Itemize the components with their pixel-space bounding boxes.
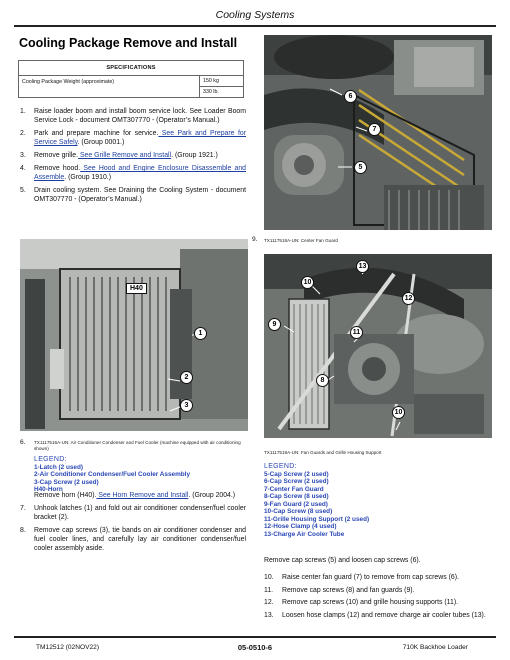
- figure-caption: TX1117519A-UN: Fan Guards and Grille Housing Support: [264, 450, 382, 455]
- step-text: Raise loader boom and install boom service lock. See Loader Boom Service Lock - document OMT307770 - (Operator’s Manual.): [34, 108, 246, 124]
- step-text: Raise center fan guard (7) to remove from cap screws (6).: [282, 574, 459, 581]
- specifications-heading: SPECIFICATIONS: [19, 61, 243, 76]
- steps-list-top: [20, 107, 246, 208]
- step-text: Remove cap screws (5) and loosen cap screws (6).: [264, 557, 421, 564]
- figure-number: 9.: [252, 236, 258, 243]
- step-number: 4.: [20, 165, 26, 172]
- step-number: 3.: [20, 152, 26, 159]
- step-text: Remove cap screws (10) and grille housing supports (11).: [282, 599, 459, 606]
- step-text: Remove cap screws (3), tie bands on air conditioner condenser and fuel cooler lines, and carefully lay air conditioner condenser/fuel cooler assembly aside.: [34, 527, 246, 552]
- legend-item: 13-Charge Air Cooler Tube: [264, 530, 345, 538]
- legend-item: 3-Cap Screw (2 used): [34, 478, 99, 486]
- header-divider: [14, 25, 496, 27]
- step-item: [264, 611, 494, 620]
- legend-item: 11-Grille Housing Support (2 used): [264, 515, 370, 523]
- spec-row: [19, 76, 243, 97]
- step-link[interactable]: See Park and Prepare for Service Safely: [34, 130, 246, 146]
- legend-item: 9-Fan Guard (2 used): [264, 500, 328, 508]
- footer-page-number: 05-0510-6: [237, 643, 273, 652]
- legend-right: [264, 463, 494, 538]
- condenser-illustration: [20, 239, 248, 431]
- legend-item: 7-Center Fan Guard: [264, 485, 324, 493]
- footer-document-id: TM12512 (02NOV22): [36, 644, 100, 651]
- legend-item: 12-Hose Clamp (4 used): [264, 523, 337, 530]
- step-text: Remove hood. See Hood and Engine Enclosure Disassemble and Assemble. (Group 1910.): [34, 165, 246, 181]
- step-item: [264, 573, 494, 582]
- figure-number: 6.: [20, 439, 26, 446]
- spec-value-metric: 150 kg: [203, 78, 219, 84]
- legend-item: 6-Cap Screw (2 used): [264, 478, 329, 485]
- callout-7: 7: [368, 123, 381, 136]
- figure-fan-guards: [264, 254, 492, 438]
- callout-10-lower: 10: [392, 406, 405, 419]
- figure-center-fan-guard: [264, 35, 492, 230]
- legend-left: [34, 456, 244, 494]
- footer-machine-name: 710K Backhoe Loader: [402, 644, 468, 651]
- legend-item: 10-Cap Screw (8 used): [264, 508, 333, 515]
- spec-values: [200, 76, 243, 97]
- steps-list-bottom-left: [20, 491, 246, 557]
- step-number: 5.: [20, 187, 26, 194]
- step-number: [20, 491, 34, 500]
- callout-12: 12: [402, 292, 415, 305]
- step-text: Remove cap screws (8) and fan guards (9).: [282, 586, 415, 594]
- step-text: Remove horn (H40). See Horn Remove and Install. (Group 2004.): [34, 492, 236, 499]
- step-link[interactable]: See Hood and Engine Enclosure Disassemble and Assemble: [34, 165, 246, 181]
- step-item: [20, 164, 246, 182]
- step-number: 2.: [20, 130, 26, 137]
- step-item: [264, 598, 494, 607]
- footer-divider: [14, 636, 496, 638]
- spec-value-imperial: 330 lb.: [200, 86, 243, 97]
- callout-2: 2: [180, 371, 193, 384]
- step-link[interactable]: See Grille Remove and Install: [78, 152, 172, 159]
- step-item: [20, 186, 246, 204]
- step-number: 12.: [264, 599, 274, 606]
- step-text: Unhook latches (1) and fold out air conditioner condenser/fuel cooler bracket (2).: [34, 505, 246, 521]
- figure-caption: TX1117518A-UN: Center Fan Guard: [264, 238, 338, 243]
- step-item: [20, 151, 246, 160]
- step-number: 8.: [20, 527, 26, 534]
- step-text: Remove grille. See Grille Remove and Install. (Group 1921.): [34, 152, 218, 159]
- step-item: [20, 491, 246, 500]
- step-text: Loosen hose clamps (12) and remove charge air cooler tubes (13).: [282, 611, 486, 619]
- step-item: [20, 129, 246, 147]
- step-number: 13.: [264, 611, 274, 619]
- section-title: Cooling Package Remove and Install: [19, 36, 238, 50]
- step-text: Drain cooling system. See Draining the Cooling System - document OMT307770 - (Operator’s Manual.): [34, 187, 246, 203]
- step-item: [264, 556, 494, 565]
- figure-ac-condenser: [20, 239, 248, 431]
- page-header-title: Cooling Systems: [215, 9, 295, 21]
- callout-h40: H40: [126, 283, 147, 294]
- legend-title: LEGEND:: [34, 456, 67, 463]
- step-text: Park and prepare machine for service. See Park and Prepare for Service Safely. (Group 0001.): [34, 130, 246, 146]
- step-number: 1.: [20, 108, 26, 115]
- callout-8: 8: [316, 374, 329, 387]
- callout-9: 9: [268, 318, 281, 331]
- legend-item: 2-Air Conditioner Condenser/Fuel Cooler Assembly: [34, 471, 191, 478]
- callout-10: 10: [301, 276, 314, 289]
- step-item: [20, 107, 246, 125]
- steps-list-right: [264, 556, 494, 623]
- step-link[interactable]: See Horn Remove and Install: [96, 492, 189, 499]
- legend-title: LEGEND:: [264, 463, 297, 470]
- callout-3: 3: [180, 399, 193, 412]
- step-item: [20, 504, 246, 522]
- callout-13: 13: [356, 260, 369, 273]
- callout-6: 6: [344, 90, 357, 103]
- step-item: [264, 586, 494, 595]
- step-number: 11.: [264, 586, 274, 594]
- legend-item: 8-Cap Screw (8 used): [264, 493, 329, 500]
- callout-11: 11: [350, 326, 363, 339]
- legend-item: 5-Cap Screw (2 used): [264, 470, 329, 478]
- spec-label: Cooling Package Weight (approximate): [19, 76, 200, 97]
- step-number: 7.: [20, 505, 26, 512]
- legend-item: 1-Latch (2 used): [34, 463, 84, 471]
- figure-caption: TX1117516A-UN: Air Conditioner Condenser and Fuel Cooler (machine equipped with air conditioning shown): [34, 440, 241, 451]
- step-item: [20, 526, 246, 553]
- specifications-table: [18, 60, 244, 98]
- callout-5: 5: [354, 161, 367, 174]
- fan-guards-illustration: [264, 254, 492, 438]
- callout-1: 1: [194, 327, 207, 340]
- step-number: 10.: [264, 574, 274, 581]
- legend-item: H40-Horn: [34, 486, 63, 493]
